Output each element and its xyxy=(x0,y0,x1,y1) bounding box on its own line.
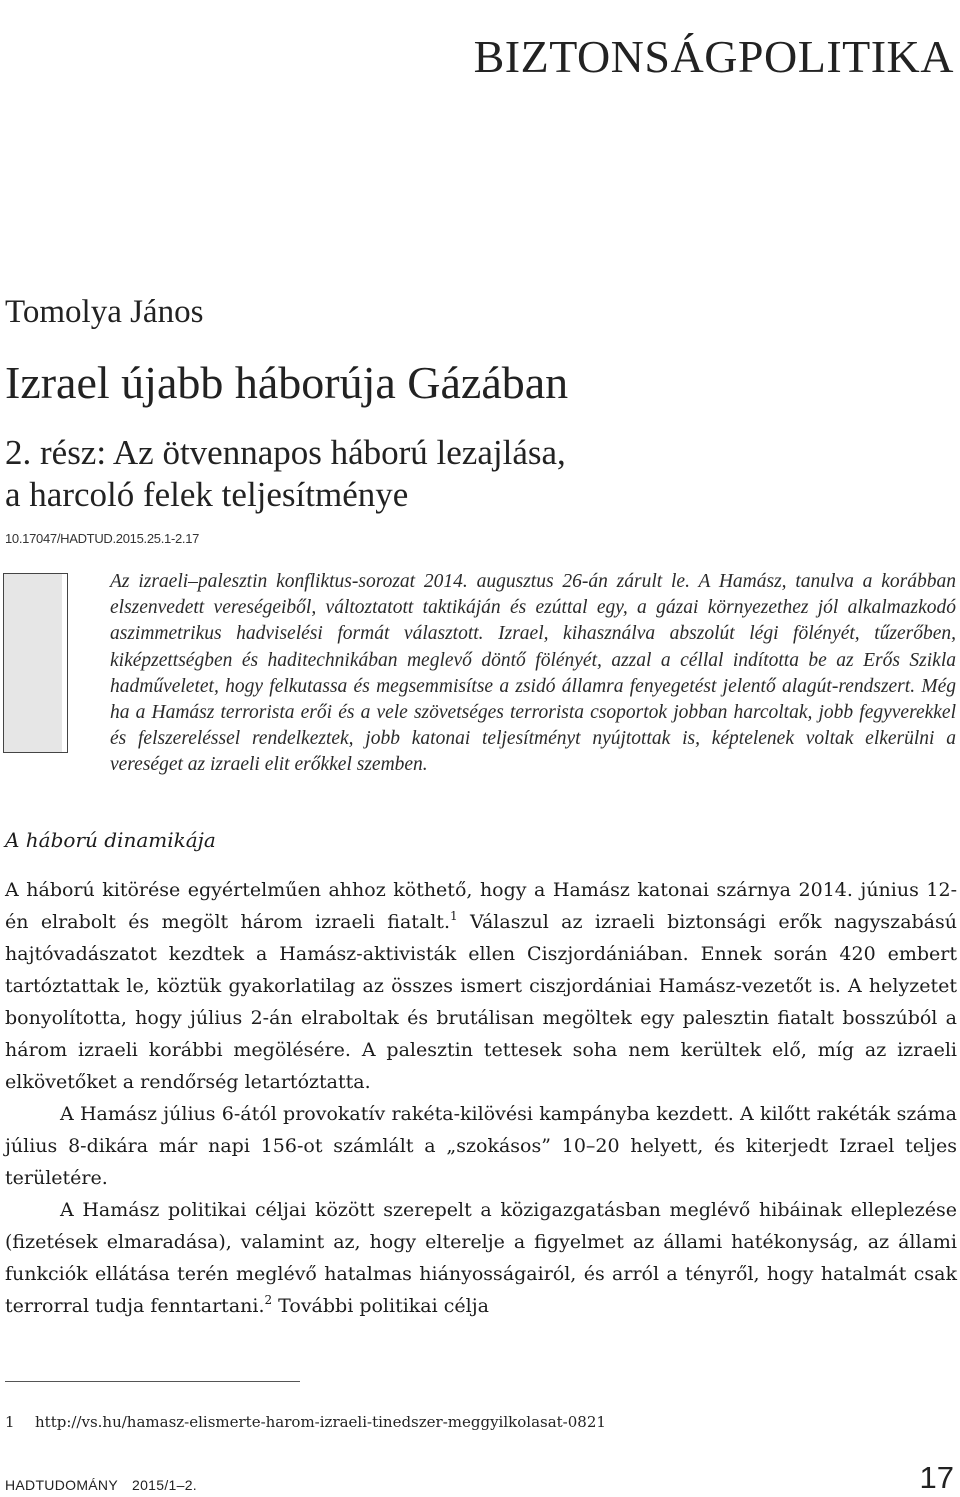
footnote-number: 1 xyxy=(5,1413,15,1431)
footnote-ref: 2 xyxy=(264,1293,273,1307)
article-subtitle xyxy=(5,432,945,516)
footnote xyxy=(5,1413,606,1431)
abstract: Az izraeli–palesztin konfliktus-sorozat 2014. augusztus 26-án zárult le. A Hamász, tanulva a korábban elszenvedett vereségeiből, változtatott taktikáján és ezúttal egy, a gázai környezethez jól alkalmazkodó aszimmetrikus hadviselési formát választott. Izrael, kihasználva abszolút légi fölényét, tűzerőben, kiképzettségben és haditechnikában meglevő döntő fölényét, azzal a céllal indította be az Erős Szikla hadműveletet, hogy felkutassa és megsemmisítse a zsidó államra fenyegetést jelentő alagút-rendszert. Még ha a Hamász terrorista erői és a vele szövetséges terrorista csoportok jobban harcoltak, jobb fegyverekkel és felszereléssel rendelkeztek, jobb katonai teljesítményt nyújtottak is, képtelenek voltak elkerülni a vereséget az izraeli elit erőkkel szemben. xyxy=(110,571,956,776)
body-paragraph: A Hamász július 6-ától provokatív rakéta-kilövési kampányba kezdett. A kilőtt rakéták száma július 8-dikára már napi 156-ot számlált a „szokásos” 10–20 helyett, és kiterjedt Izrael teljes területére. xyxy=(5,1103,957,1189)
section-heading: A háború dinamikája xyxy=(5,828,216,852)
footnote-link[interactable]: http://vs.hu/hamasz-elismerte-harom-izraeli-tinedszer-meggyilkolasat-0821 xyxy=(35,1413,606,1431)
journal-issue: 2015/1–2. xyxy=(131,1477,197,1493)
footnote-divider xyxy=(5,1381,300,1382)
body-paragraph: A háború kitörése egyértelműen ahhoz köthető, hogy a Hamász katonai szárnya 2014. június 12-én elrabolt és megölt három izraeli fiatalt.$^1$ Válaszul az izraeli biztonsági erők nagyszabású hajtóvadászatot kezdtek a Hamász-aktivisták ellen Ciszjordániában. Ennek során 420 embert tartóztattak le, köztük gyakorlatilag az összes ismert ciszjordániai Hamász-vezetőt is. A helyzetet bonyolította, hogy július 2-án elraboltak és brutálisan megöltek egy palesztin fiatalt bosszúból a három izraeli korábbi megölésére. A palesztin tettesek soha nem kerültek elő, míg az izraeli elkövetőket a rendőrség letartóztatta. xyxy=(5,879,957,1093)
abstract-marker xyxy=(3,573,68,753)
footnote-ref: 1 xyxy=(449,909,458,923)
doi: 10.17047/HADTUD.2015.25.1-2.17 xyxy=(5,531,200,546)
subtitle-line: a harcoló felek teljesítménye xyxy=(5,475,409,514)
body-paragraph: A Hamász politikai céljai között szerepelt a közigazgatásban meglévő hibáinak elleplezése (fizetések elmaradása), valamint az, hogy elterelje a figyelmet az állami hatékonyság, az állami funkciók ellátása terén meglévő hatalmas hiányosságairól, és arról a tényről, hogy hatalmát csak terrorral tudja fenntartani.$^2$ További politikai célja xyxy=(5,1199,957,1317)
article-title: Izrael újabb háborúja Gázában xyxy=(5,357,569,408)
section-title: BIZTONSÁGPOLITIKA xyxy=(473,31,954,82)
subtitle-line: 2. rész: Az ötvennapos háború lezajlása, xyxy=(5,433,566,472)
journal-footer xyxy=(5,1477,197,1493)
body-text xyxy=(5,874,957,1322)
journal-name: HADTUDOMÁNY xyxy=(5,1477,118,1493)
author-name: Tomolya János xyxy=(5,294,204,330)
page-number: 17 xyxy=(919,1460,954,1495)
